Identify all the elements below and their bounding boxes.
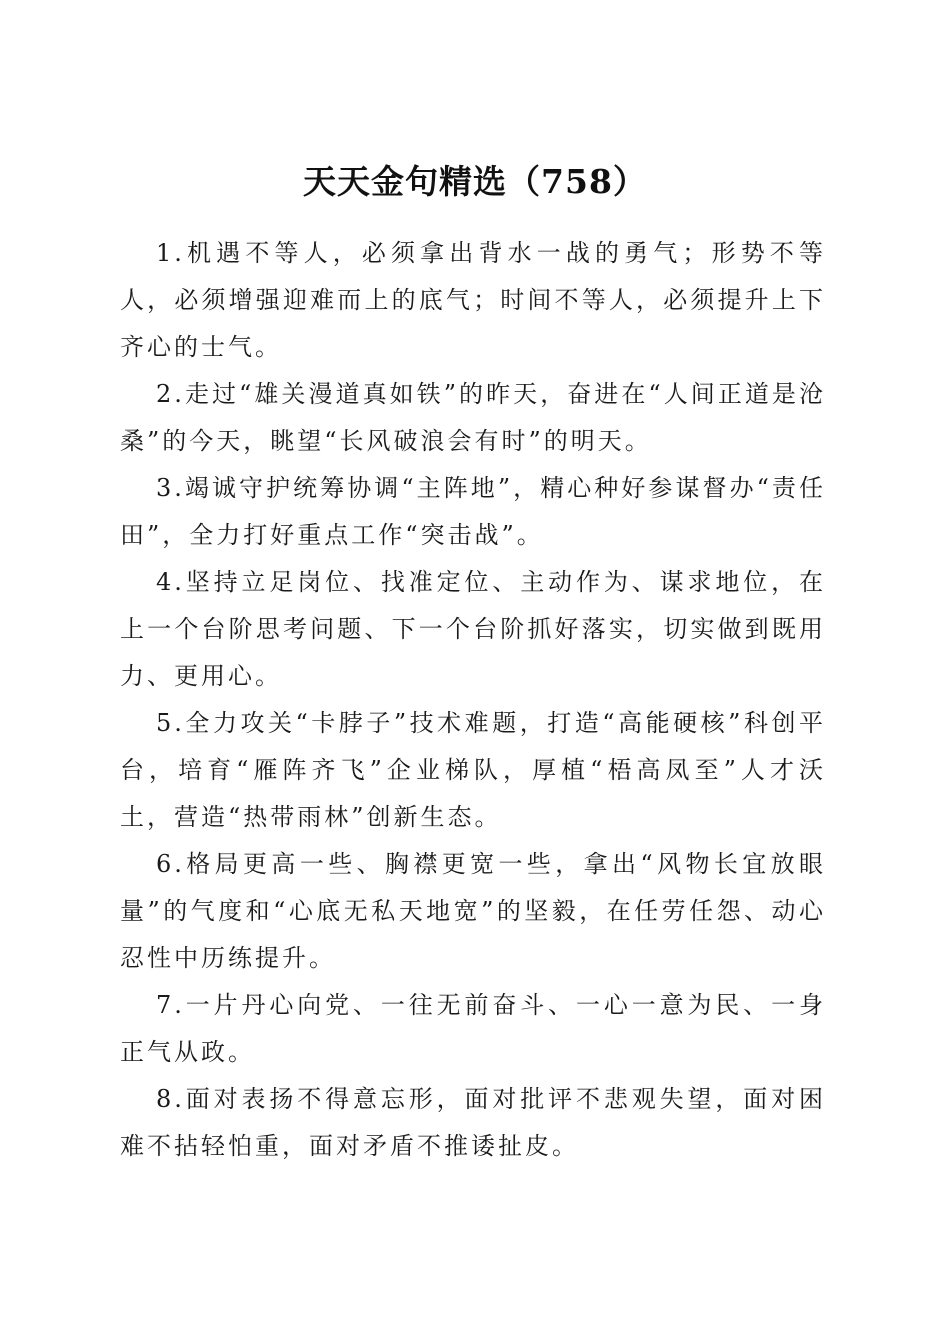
quote-list (120, 230, 826, 1170)
list-item: 3.竭诚守护统筹协调“主阵地”，精心种好参谋督办“责任田”，全力打好重点工作“突击战”。 (120, 474, 826, 549)
list-item: 2.走过“雄关漫道真如铁”的昨天，奋进在“人间正道是沧桑”的今天，眺望“长风破浪会有时”的明天。 (120, 380, 826, 455)
list-item: 5.全力攻关“卡脖子”技术难题，打造“高能硬核”科创平台，培育“雁阵齐飞”企业梯队，厚植“梧高凤至”人才沃土，营造“热带雨林”创新生态。 (120, 709, 826, 831)
list-item: 8.面对表扬不得意忘形，面对批评不悲观失望，面对困难不拈轻怕重，面对矛盾不推诿扯皮。 (120, 1085, 826, 1160)
list-item: 4.坚持立足岗位、找准定位、主动作为、谋求地位，在上一个台阶思考问题、下一个台阶抓好落实，切实做到既用力、更用心。 (120, 568, 826, 690)
list-item: 6.格局更高一些、胸襟更宽一些，拿出“风物长宜放眼量”的气度和“心底无私天地宽”的坚毅，在任劳任怨、动心忍性中历练提升。 (120, 850, 826, 972)
list-item: 1.机遇不等人，必须拿出背水一战的勇气；形势不等人，必须增强迎难而上的底气；时间不等人，必须提升上下齐心的士气。 (120, 239, 826, 361)
list-item: 7.一片丹心向党、一往无前奋斗、一心一意为民、一身正气从政。 (120, 991, 826, 1066)
page-title: 天天金句精选（758） (303, 162, 647, 202)
